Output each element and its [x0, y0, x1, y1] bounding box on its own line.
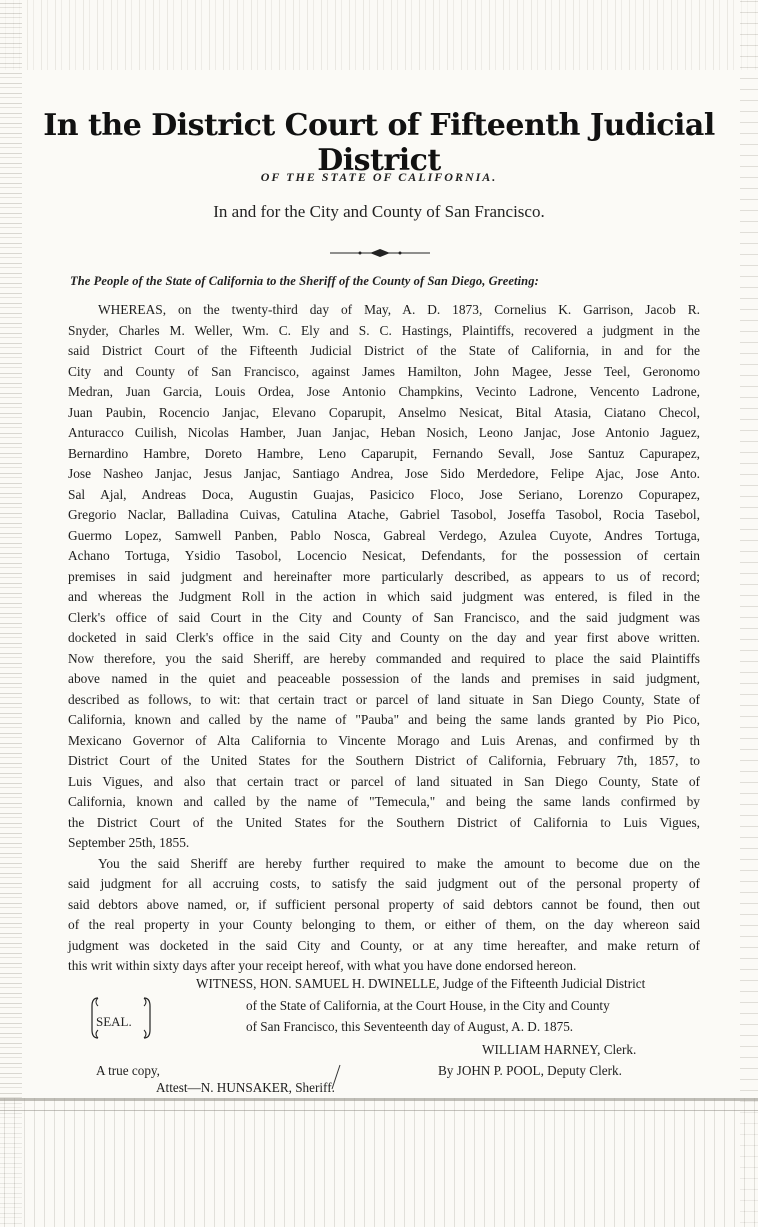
body-line: described as follows, to wit: that certain tract or parcel of land situate in San Diego County, State of [68, 691, 700, 707]
document-subtitle: OF THE STATE OF CALIFORNIA. [260, 170, 498, 184]
ornament-divider-icon [330, 248, 430, 258]
body-line: the District Court of the United States for the Southern District of California to Luis Vigues, [68, 814, 700, 830]
fold-line-secondary [0, 1110, 758, 1111]
body-line: California, known and called by the name of "Pauba" and being the same lands granted by Pio Pico, [68, 712, 700, 727]
body-line: this writ within sixty days after your receipt hereof, with what you have done endorsed hereon. [68, 958, 577, 973]
body-line: of the real property in your County belonging to them, or either of them, on the day whereon said [68, 917, 700, 932]
body-line: WHEREAS, on the twenty-third day of May, A. D. 1873, Cornelius K. Garrison, Jacob R. [98, 302, 700, 317]
witness-line-2: of the State of California, at the Court House, in the City and County [246, 998, 610, 1013]
clerk-signature: WILLIAM HARNEY, Clerk. [482, 1042, 637, 1057]
body-line: Guermo Lopez, Samwell Panben, Pablo Nosca, Gabreal Verdego, Azulea Cuyote, Andres Tortuga, [68, 527, 700, 543]
witness-line-3: of San Francisco, this Seventeenth day of August, A. D. 1875. [246, 1019, 574, 1034]
scan-noise-top [0, 0, 758, 70]
body-line: Achano Tortuga, Ysidio Tasobol, Locencio Nesicat, Defendants, for the possession of certain [68, 548, 700, 563]
document-title: In the District Court of Fifteenth Judicial District [43, 108, 715, 178]
body-line: Sal Ajal, Andreas Doca, Augustin Guajas, Pasicico Floco, Jose Seriano, Lorenzo Copurapez, [68, 486, 700, 502]
body-line: judgment was docketed in the said City and County, or at any time hereafter, and make return of [68, 937, 700, 953]
signature-mark-icon [310, 1063, 350, 1091]
body-line: said judgment for all accruing costs, to satisfy the said judgment out of the personal property of [68, 876, 700, 891]
body-line: Bernardino Hambre, Doreto Hambre, Leno Caparupit, Fernando Sevall, Jose Santuz Capurapez, [68, 445, 700, 461]
body-line: docketed in said Clerk's office in the said City and County on the day and year first above written. [68, 630, 700, 645]
true-copy-label: A true copy, [96, 1063, 160, 1078]
body-line: Clerk's office of said Court in the City and County of San Francisco, and the said judgment was [68, 609, 700, 625]
body-line: and whereas the Judgment Roll in the action in which said judgment was entered, is filed in the [68, 589, 700, 604]
document-jurisdiction: In and for the City and County of San Francisco. [213, 202, 545, 221]
witness-line-1: WITNESS, HON. SAMUEL H. DWINELLE, Judge of the Fifteenth Judicial District [196, 976, 646, 991]
body-line: Snyder, Charles M. Weller, Wm. C. Ely and S. C. Hastings, Plaintiffs, recovered a judgment in the [68, 322, 700, 338]
seal-label: SEAL. [96, 1014, 132, 1029]
body-line: Gregorio Naclar, Balladina Cuivas, Catulina Atache, Gabriel Tasobol, Joseffa Tasobol, Rocia Tasebol, [68, 507, 700, 522]
body-line: Medran, Juan Garcia, Louis Ordea, Jose Antonio Champkins, Vecinto Ladrone, Vencento Ladrone, [68, 384, 700, 399]
attest-sheriff: Attest—N. HUNSAKER, Sheriff. [156, 1080, 335, 1095]
body-line: You the said Sheriff are hereby further required to make the amount to become due on the [98, 855, 700, 871]
body-line: City and County of San Francisco, against James Hamilton, John Magee, Jesse Teel, Geronomo [68, 363, 700, 379]
body-line: said District Court of the Fifteenth Judicial District of the State of California, in and for the [68, 343, 700, 358]
body-line: Mexicano Governor of Alta California to Vincente Morago and Luis Arenas, and confirmed by th [68, 732, 700, 748]
body-line: premises in said judgment and hereinafter more particularly described, as appears to us of record; [68, 568, 700, 584]
body-line: Luis Vigues, and also that certain tract or parcel of land situated in San Diego County, State of [68, 773, 700, 789]
body-line: above named in the quiet and peaceable possession of the lands and premises in said judgment, [68, 671, 700, 686]
body-line: District Court of the United States for the Southern District of California, February 7th, 1857, to [68, 753, 700, 768]
scan-noise-bottom [0, 1098, 758, 1227]
body-line: California, known and called by the name of "Temecula," and being the same lands confirmed by [68, 794, 700, 809]
body-line: Jose Nasheo Janjac, Jesus Janjac, Santiago Andrea, Jose Sido Merdedore, Felipe Ajac, Jose Anto. [68, 466, 700, 481]
writ-greeting: The People of the State of California to the Sheriff of the County of San Diego, Greeting: [70, 274, 539, 288]
body-line: said debtors above named, or, if sufficient personal property of said debtors cannot be found, then out [68, 896, 700, 912]
body-line: Anturacco Cuilish, Nicolas Hamber, Juan Janjac, Heban Nosich, Leono Janjac, Jose Antonio Jaguez, [68, 425, 700, 440]
body-line: Now therefore, you the said Sheriff, are hereby commanded and required to place the said Plaintiffs [68, 650, 700, 666]
body-line: September 25th, 1855. [68, 835, 190, 850]
fold-line [0, 1098, 758, 1101]
deputy-clerk-signature: By JOHN P. POOL, Deputy Clerk. [438, 1063, 622, 1078]
body-line: Juan Paubin, Rocencio Janjac, Elevano Coparupit, Anselmo Nesicat, Bital Atasia, Ciatano Checol, [68, 404, 700, 420]
